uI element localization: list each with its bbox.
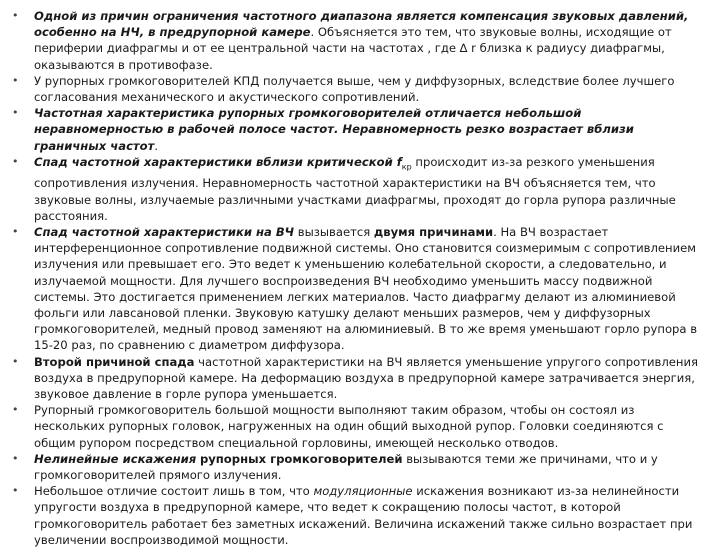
text-run: рупорных громкоговорителей [199, 451, 403, 466]
bullet-icon: • [12, 154, 19, 168]
text-run: модуляционные [313, 484, 413, 499]
paragraph-item [12, 73, 708, 105]
text-run: вызывается [294, 224, 374, 239]
bullet-icon: • [12, 9, 19, 22]
text-run: искажения возникают из-за нелинейности упругости воздуха в предрупорной камере, что ведет к сокращению полосы частот, в которой громкоговоритель работает без заметных искажений. Величина искажений также сильно возрастает при увеличении воспроизводимой мощности. [34, 484, 693, 547]
bullet-icon: • [12, 106, 19, 120]
paragraph-item [12, 354, 708, 403]
text-run: Рупорный громкоговоритель большой мощности выполняют таким образом, чтобы он состоял из нескольких рупорных головок, нагруженных на один общий выходной рупор. Головки соединяются с общим рупором посредством специальной горловины, имеющей несколько отводов. [34, 403, 664, 450]
text-run: У рупорных громкоговорителей КПД получается выше, чем у диффузорных, вследствие более лучшего согласования механического и акустического сопротивлений. [34, 73, 675, 105]
text-run: вызываются теми же причинами, что и у громкоговорителей прямого излучения. [34, 451, 658, 482]
bullet-icon: • [12, 484, 19, 498]
text-run: . [154, 138, 159, 153]
text-run: двумя причинами [373, 224, 494, 239]
text-run: Спад частотной характеристики на ВЧ [34, 224, 295, 239]
text-run: Второй причиной спада [34, 354, 195, 369]
paragraph-item [12, 483, 708, 548]
bullet-list [12, 8, 708, 548]
paragraph-item [12, 8, 708, 73]
bullet-icon: • [12, 403, 19, 417]
bullet-icon: • [12, 354, 19, 368]
text-run: Нелинейные искажения [34, 451, 197, 466]
text-run: Небольшое отличие состоит лишь в том, что [34, 484, 314, 499]
text-run: f [396, 154, 402, 169]
text-run: кр [401, 162, 412, 172]
paragraph-item [12, 224, 708, 354]
paragraph-item [12, 402, 708, 451]
bullet-icon: • [12, 451, 19, 465]
text-run: . На ВЧ возрастает интерференционное сопротивление подвижной системы. Оно становится соизмеримым с сопротивлением излучения или превышает его. Это ведет к уменьшению колебательной скорости, а следовательно, и излучаемой мощности. Для лучшего воспроизведения ВЧ необходимо уменьшить массу подвижной системы. Это достигается применением легких материалов. Часто диафрагму делают из алюминиевой фольги или лавсановой пленки. Звуковую катушку делают меньших размеров, чем у диффузорных громкоговорителей, медный провод заменяют на алюминиевый. В то же время уменьшают горло рупора в 15-20 раз, по сравнению с диаметром диффузора. [34, 224, 698, 353]
paragraph-item [12, 451, 708, 483]
bullet-icon: • [12, 73, 19, 87]
text-run: частотной характеристики на ВЧ является уменьшение упругого сопротивления воздуха в предрупорной камере. На деформацию воздуха в предрупорной камере затрачивается энергия, звуковое давление в горле рупора уменьшается. [34, 354, 698, 401]
paragraph-item [12, 154, 708, 224]
text-run: Одной из причин ограничения частотного диапазона является компенсация звуковых давлений, особенно на НЧ, в предрупорной камере [34, 9, 689, 40]
paragraph-item [12, 105, 708, 154]
text-run: Спад частотной характеристики вблизи критической [34, 154, 397, 169]
bullet-icon: • [12, 224, 19, 238]
text-run: . Объясняется это тем, что звуковые волны, исходящие от периферии диафрагмы и от ее центральной части на частотах , где ∆ r близка к радиусу диафрагмы, оказываются в противофазе. [34, 25, 672, 72]
text-run: происходит из-за резкого уменьшения сопротивления излучения. Неравномерность частотной характеристики на ВЧ объясняется тем, что звуковые волны, излучаемые различными участками диафрагмы, проходят до горла рупора различные расстояния. [34, 154, 676, 223]
text-run: Частотная характеристика рупорных громкоговорителей отличается небольшой неравномерностью в рабочей полосе частот. Неравномерность резко возрастает вблизи граничных частот [34, 106, 634, 153]
